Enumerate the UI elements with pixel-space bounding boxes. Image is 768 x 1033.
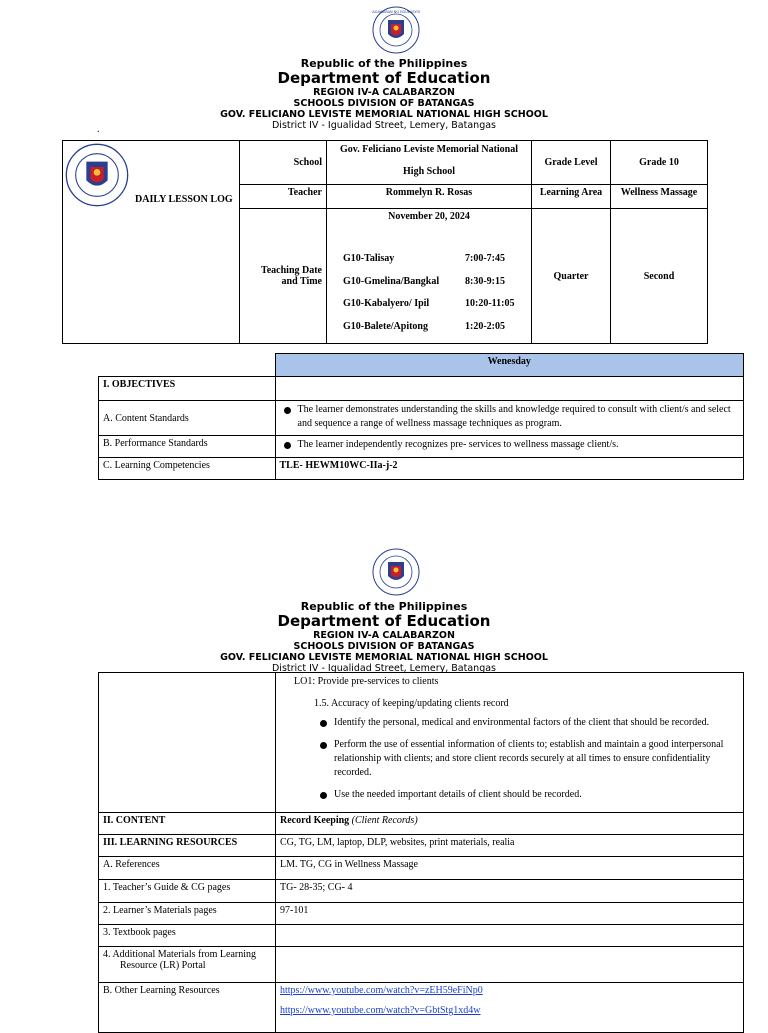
additional-materials-value — [276, 947, 744, 983]
section-time: 1:20-2:05 — [465, 320, 505, 332]
tg-label: 1. Teacher’s Guide & CG pages — [99, 880, 276, 903]
section-row — [343, 316, 527, 339]
content-standards-value: The learner demonstrates understanding the skills and knowledge required to consult with client/s and select and sequence a range of wellness massage techniques as program. — [275, 401, 744, 436]
lo-sub-text: 1.5. Accuracy of keeping/updating clients record — [314, 698, 509, 709]
area-value: Wellness Massage — [611, 185, 708, 209]
info-table — [62, 140, 708, 344]
section-schedule — [331, 248, 527, 338]
section-name: G10-Kabalyero/ Ipil — [343, 298, 430, 310]
performance-standards-label: B. Performance Standards — [99, 436, 276, 458]
dll-title: DAILY LESSON LOG — [135, 194, 233, 205]
section-name: G10-Gmelina/Bangkal — [343, 275, 440, 287]
additional-materials-label: 4. Additional Materials from Learning Resource (LR) Portal — [99, 947, 276, 983]
day-header: Wenesday — [275, 354, 744, 377]
school-name-text: GOV. FELICIANO LEVISTE MEMORIAL NATIONAL HIGH SCHOOL — [220, 652, 548, 663]
lm-value: 97-101 — [276, 903, 744, 925]
section-time: 10:20-11:05 — [465, 298, 515, 310]
lo-bullet-item — [316, 738, 739, 780]
bullet-icon — [320, 792, 327, 799]
quarter-value: Second — [611, 209, 708, 344]
area-label: Learning Area — [532, 185, 611, 209]
references-label: A. References — [99, 857, 276, 880]
resources-value: CG, TG, LM, laptop, DLP, websites, print materials, realia — [276, 835, 744, 857]
lo-bullet-item — [316, 716, 739, 730]
bullet-icon — [284, 442, 291, 449]
blank-cell — [99, 354, 276, 377]
other-resources-value — [276, 983, 744, 1033]
objectives-table — [98, 353, 744, 480]
department-text: Department of Education — [277, 612, 491, 630]
section-row — [343, 271, 527, 294]
stray-dot: . — [97, 124, 100, 135]
region-text: REGION IV-A CALABARZON — [313, 87, 455, 98]
lo-bullet-text: Perform the use of essential information of clients to; establish and maintain a good interpersonal relationship with clients; and store client records securely at all times to ensure confidentiality recorded. — [334, 739, 724, 778]
division-text: SCHOOLS DIVISION OF BATANGAS — [293, 641, 475, 652]
republic-text: Republic of the Philippines — [300, 600, 468, 613]
learning-competencies-value: TLE- HEWM10WC-IIa-j-2 — [275, 458, 744, 480]
deped-seal — [372, 6, 420, 54]
section-row — [343, 248, 527, 271]
svg-text:KAGAWARAN NG EDUKASYON: KAGAWARAN NG EDUKASYON — [372, 10, 420, 14]
teacher-value: Rommelyn R. Rosas — [327, 185, 532, 209]
youtube-link-1[interactable]: https://www.youtube.com/watch?v=zEH59eFiNp0 — [280, 985, 483, 996]
region-text: REGION IV-A CALABARZON — [313, 630, 455, 641]
lo-text: LO1: Provide pre-services to clients — [294, 676, 439, 687]
grade-label: Grade Level — [532, 141, 611, 185]
deped-seal — [372, 548, 420, 596]
section-name: G10-Balete/Apitong — [343, 320, 428, 332]
textbook-value — [276, 925, 744, 947]
lo-bullet-item — [316, 788, 739, 802]
dll-title-cell — [63, 141, 240, 344]
objectives-blank — [275, 377, 744, 401]
bullet-icon — [320, 720, 327, 727]
other-resources-label: B. Other Learning Resources — [99, 983, 276, 1033]
youtube-link-2[interactable]: https://www.youtube.com/watch?v=GbtStg1xd4w — [280, 1005, 481, 1016]
bullet-icon — [284, 407, 291, 414]
school-name-text: GOV. FELICIANO LEVISTE MEMORIAL NATIONAL HIGH SCHOOL — [220, 109, 548, 120]
learning-competencies-label: C. Learning Competencies — [99, 458, 276, 480]
lm-label: 2. Learner’s Materials pages — [99, 903, 276, 925]
content-standards-label: A. Content Standards — [99, 401, 276, 436]
section-time: 8:30-9:15 — [465, 275, 505, 287]
address-text: District IV - Igualidad Street, Lemery, Batangas — [271, 663, 496, 674]
school-value: Gov. Feliciano Leviste Memorial National High School — [327, 141, 532, 185]
bullet-icon — [320, 742, 327, 749]
department-text: Department of Education — [277, 69, 491, 87]
deped-seal-small — [65, 143, 129, 207]
objectives-heading: I. OBJECTIVES — [99, 377, 276, 401]
doc-header-top — [0, 57, 768, 132]
doc-header-page2 — [0, 600, 768, 675]
lo-bullet-list — [280, 716, 739, 802]
division-text: SCHOOLS DIVISION OF BATANGAS — [293, 98, 475, 109]
date-time-cell — [327, 209, 532, 344]
section-row — [343, 293, 527, 316]
quarter-label: Quarter — [532, 209, 611, 344]
republic-text: Republic of the Philippines — [300, 57, 468, 70]
grade-value: Grade 10 — [611, 141, 708, 185]
resources-heading: III. LEARNING RESOURCES — [99, 835, 276, 857]
section-time: 7:00-7:45 — [465, 253, 505, 265]
lo-label-cell — [99, 673, 276, 813]
section-name: G10-Talisay — [343, 253, 395, 265]
lo-cell — [276, 673, 744, 813]
references-value: LM. TG, CG in Wellness Massage — [276, 857, 744, 880]
address-text: District IV - Igualidad Street, Lemery, Batangas — [271, 120, 496, 131]
date-label: Teaching Date and Time — [240, 209, 327, 344]
school-label: School — [240, 141, 327, 185]
lo-bullet-text: Use the needed important details of client should be recorded. — [334, 789, 582, 800]
textbook-label: 3. Textbook pages — [99, 925, 276, 947]
date-value: November 20, 2024 — [388, 211, 470, 223]
performance-standards-value: The learner independently recognizes pre- services to wellness massage client/s. — [275, 436, 744, 458]
tg-value: TG- 28-35; CG- 4 — [276, 880, 744, 903]
lesson-content-table — [98, 672, 744, 1033]
content-heading: II. CONTENT — [99, 813, 276, 835]
lo-bullet-text: Identify the personal, medical and environmental factors of the client that should be recorded. — [334, 717, 710, 728]
content-value: Record Keeping (Client Records) — [276, 813, 744, 835]
teacher-label: Teacher — [240, 185, 327, 209]
